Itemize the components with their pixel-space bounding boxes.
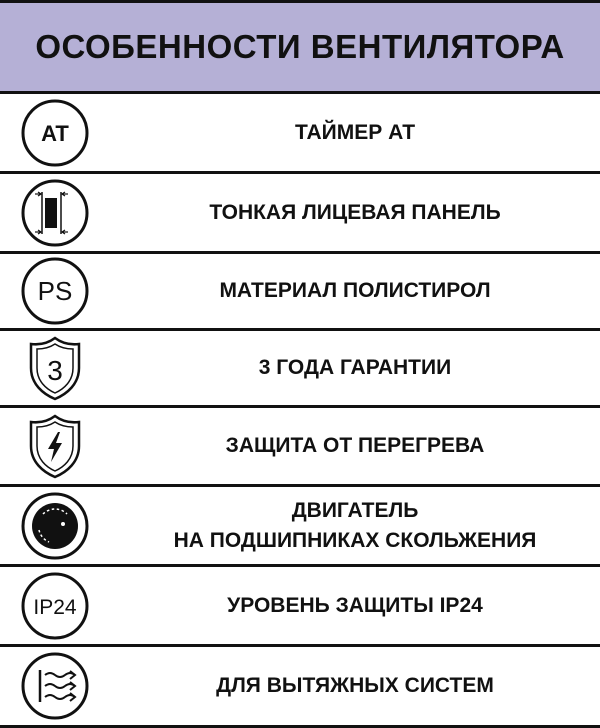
thin-panel-icon: [19, 177, 91, 249]
overheat-protection-icon: [19, 410, 91, 482]
ip24-icon-text: IP24: [33, 595, 77, 619]
feature-label-motor: [110, 496, 600, 556]
feature-row-timer: [0, 94, 600, 174]
warranty-icon-text: 3: [47, 355, 63, 386]
exhaust-system-icon: [19, 650, 91, 722]
feature-label-warranty: 3 ГОДА ГАРАНТИИ: [258, 356, 452, 379]
feature-label-timer: ТАЙМЕР АТ: [294, 120, 416, 144]
feature-label-material: МАТЕРИАЛ ПОЛИСТИРОЛ: [219, 279, 491, 302]
ip24-icon: [19, 570, 91, 642]
motor-bearing-icon: [19, 490, 91, 562]
polystyrene-icon-text: PS: [37, 276, 73, 306]
feature-label-exhaust: ДЛЯ ВЫТЯЖНЫХ СИСТЕМ: [216, 674, 494, 697]
feature-label-motor-line1: ДВИГАТЕЛЬ: [291, 498, 419, 522]
header-banner: [0, 0, 600, 94]
warranty-shield-icon: [19, 332, 91, 404]
feature-row-thin-panel: [0, 174, 600, 254]
feature-label-overheat: ЗАЩИТА ОТ ПЕРЕГРЕВА: [225, 434, 485, 457]
timer-at-icon: [19, 97, 91, 169]
header-title: ОСОБЕННОСТИ ВЕНТИЛЯТОРА: [35, 28, 565, 65]
feature-row-warranty: [0, 331, 600, 408]
feature-row-material: [0, 254, 600, 331]
feature-label-motor-line2: НА ПОДШИПНИКАХ СКОЛЬЖЕНИЯ: [173, 528, 537, 552]
feature-row-motor: [0, 487, 600, 567]
timer-icon-text: AT: [41, 120, 69, 146]
feature-label-ip24: УРОВЕНЬ ЗАЩИТЫ IP24: [227, 593, 483, 617]
feature-row-ip24: [0, 567, 600, 647]
feature-label-thin-panel: ТОНКАЯ ЛИЦЕВАЯ ПАНЕЛЬ: [209, 200, 501, 224]
feature-row-overheat: [0, 408, 600, 487]
polystyrene-icon: [19, 255, 91, 327]
feature-row-exhaust: [0, 647, 600, 728]
